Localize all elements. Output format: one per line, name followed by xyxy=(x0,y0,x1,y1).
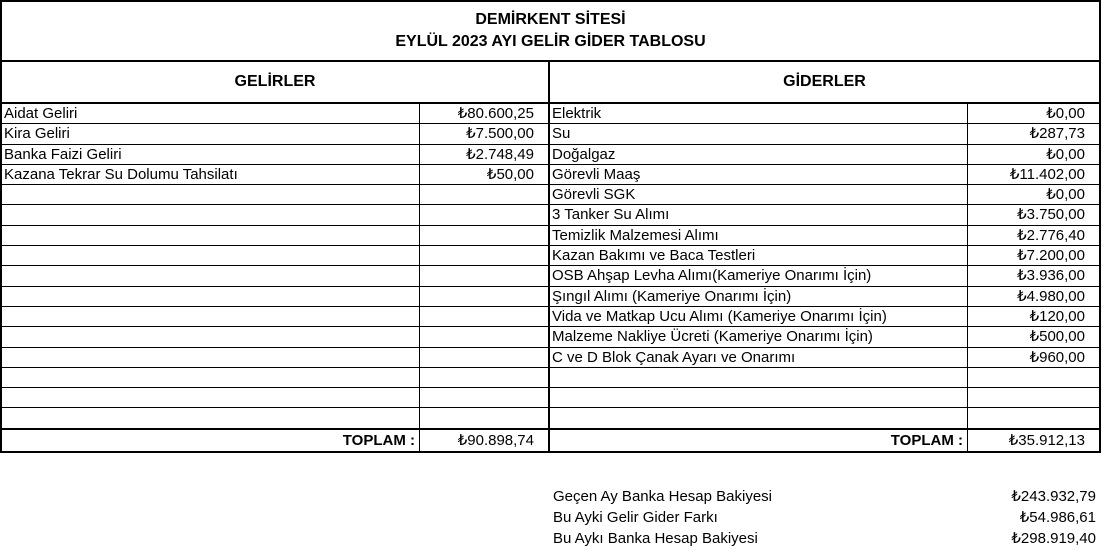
expense-total-value: ₺35.912,13 xyxy=(968,429,1099,451)
income-name-cell xyxy=(2,205,420,225)
income-total-label: TOPLAM : xyxy=(2,429,420,451)
expense-amount-cell: ₺960,00 xyxy=(968,348,1099,368)
income-name-cell xyxy=(2,185,420,205)
income-name-cell xyxy=(2,368,420,388)
expense-amount-cell: ₺2.776,40 xyxy=(968,226,1099,246)
summary-label: Bu Ayki Gelir Gider Farkı xyxy=(553,509,718,526)
income-amount-cell: ₺80.600,25 xyxy=(420,104,550,124)
expense-total-label: TOPLAM : xyxy=(550,429,968,451)
income-name-cell xyxy=(2,246,420,266)
expense-amount-cell: ₺287,73 xyxy=(968,124,1099,144)
income-amount-cell xyxy=(420,205,550,225)
expense-amount-cell xyxy=(968,388,1099,408)
income-amount-cell: ₺50,00 xyxy=(420,165,550,185)
expense-amount-cell: ₺0,00 xyxy=(968,145,1099,165)
income-amount-cell xyxy=(420,287,550,307)
ledger-grid xyxy=(2,62,1099,429)
expense-amount-cell: ₺4.980,00 xyxy=(968,287,1099,307)
expense-name-cell: Elektrik xyxy=(550,104,968,124)
income-name-cell: Aidat Geliri xyxy=(2,104,420,124)
expense-header: GİDERLER xyxy=(550,62,1099,104)
table-title xyxy=(2,2,1099,62)
expense-name-cell: Şıngıl Alımı (Kameriye Onarımı İçin) xyxy=(550,287,968,307)
totals-row xyxy=(2,429,1099,451)
summary-label: Geçen Ay Banka Hesap Bakiyesi xyxy=(553,488,773,505)
income-amount-cell xyxy=(420,226,550,246)
expense-name-cell: Vida ve Matkap Ucu Alımı (Kameriye Onarımı İçin) xyxy=(550,307,968,327)
income-amount-cell: ₺2.748,49 xyxy=(420,145,550,165)
summary-row xyxy=(553,507,1098,528)
report-title: EYLÜL 2023 AYI GELİR GİDER TABLOSU xyxy=(395,33,706,50)
income-name-cell: Kazana Tekrar Su Dolumu Tahsilatı xyxy=(2,165,420,185)
income-name-cell xyxy=(2,307,420,327)
expense-name-cell: Görevli Maaş xyxy=(550,165,968,185)
income-name-cell xyxy=(2,266,420,286)
expense-amount-cell: ₺0,00 xyxy=(968,185,1099,205)
summary-row xyxy=(553,528,1098,549)
summary-label: Bu Aykı Banka Hesap Bakiyesi xyxy=(553,530,758,547)
expense-amount-cell: ₺7.200,00 xyxy=(968,246,1099,266)
income-amount-cell xyxy=(420,307,550,327)
expense-amount-cell xyxy=(968,368,1099,388)
expense-name-cell: Su xyxy=(550,124,968,144)
income-name-cell xyxy=(2,408,420,428)
expense-amount-cell: ₺0,00 xyxy=(968,104,1099,124)
site-name: DEMİRKENT SİTESİ xyxy=(475,11,626,28)
income-amount-cell xyxy=(420,368,550,388)
income-name-cell: Banka Faizi Geliri xyxy=(2,145,420,165)
income-amount-cell xyxy=(420,388,550,408)
summary-value: ₺54.986,61 xyxy=(1019,509,1096,526)
expense-amount-cell xyxy=(968,408,1099,428)
expense-name-cell xyxy=(550,368,968,388)
income-total-value: ₺90.898,74 xyxy=(420,429,550,451)
expense-name-cell: Temizlik Malzemesi Alımı xyxy=(550,226,968,246)
income-amount-cell: ₺7.500,00 xyxy=(420,124,550,144)
expense-name-cell xyxy=(550,408,968,428)
expense-name-cell: Görevli SGK xyxy=(550,185,968,205)
expense-amount-cell: ₺120,00 xyxy=(968,307,1099,327)
income-amount-cell xyxy=(420,246,550,266)
income-name-cell xyxy=(2,327,420,347)
income-amount-cell xyxy=(420,408,550,428)
income-amount-cell xyxy=(420,185,550,205)
income-amount-cell xyxy=(420,266,550,286)
expense-name-cell: Doğalgaz xyxy=(550,145,968,165)
income-name-cell xyxy=(2,388,420,408)
expense-name-cell: C ve D Blok Çanak Ayarı ve Onarımı xyxy=(550,348,968,368)
expense-amount-cell: ₺3.750,00 xyxy=(968,205,1099,225)
income-name-cell xyxy=(2,287,420,307)
expense-name-cell: OSB Ahşap Levha Alımı(Kameriye Onarımı İçin) xyxy=(550,266,968,286)
expense-name-cell xyxy=(550,388,968,408)
summary-value: ₺298.919,40 xyxy=(1011,530,1096,547)
income-name-cell xyxy=(2,226,420,246)
income-amount-cell xyxy=(420,327,550,347)
expense-name-cell: Malzeme Nakliye Ücreti (Kameriye Onarımı İçin) xyxy=(550,327,968,347)
expense-name-cell: 3 Tanker Su Alımı xyxy=(550,205,968,225)
expense-amount-cell: ₺3.936,00 xyxy=(968,266,1099,286)
income-name-cell xyxy=(2,348,420,368)
expense-name-cell: Kazan Bakımı ve Baca Testleri xyxy=(550,246,968,266)
expense-amount-cell: ₺11.402,00 xyxy=(968,165,1099,185)
summary-row xyxy=(553,486,1098,507)
bank-balance-summary xyxy=(553,486,1098,549)
expense-amount-cell: ₺500,00 xyxy=(968,327,1099,347)
income-header: GELİRLER xyxy=(2,62,550,104)
income-amount-cell xyxy=(420,348,550,368)
summary-value: ₺243.932,79 xyxy=(1011,488,1096,505)
income-name-cell: Kira Geliri xyxy=(2,124,420,144)
